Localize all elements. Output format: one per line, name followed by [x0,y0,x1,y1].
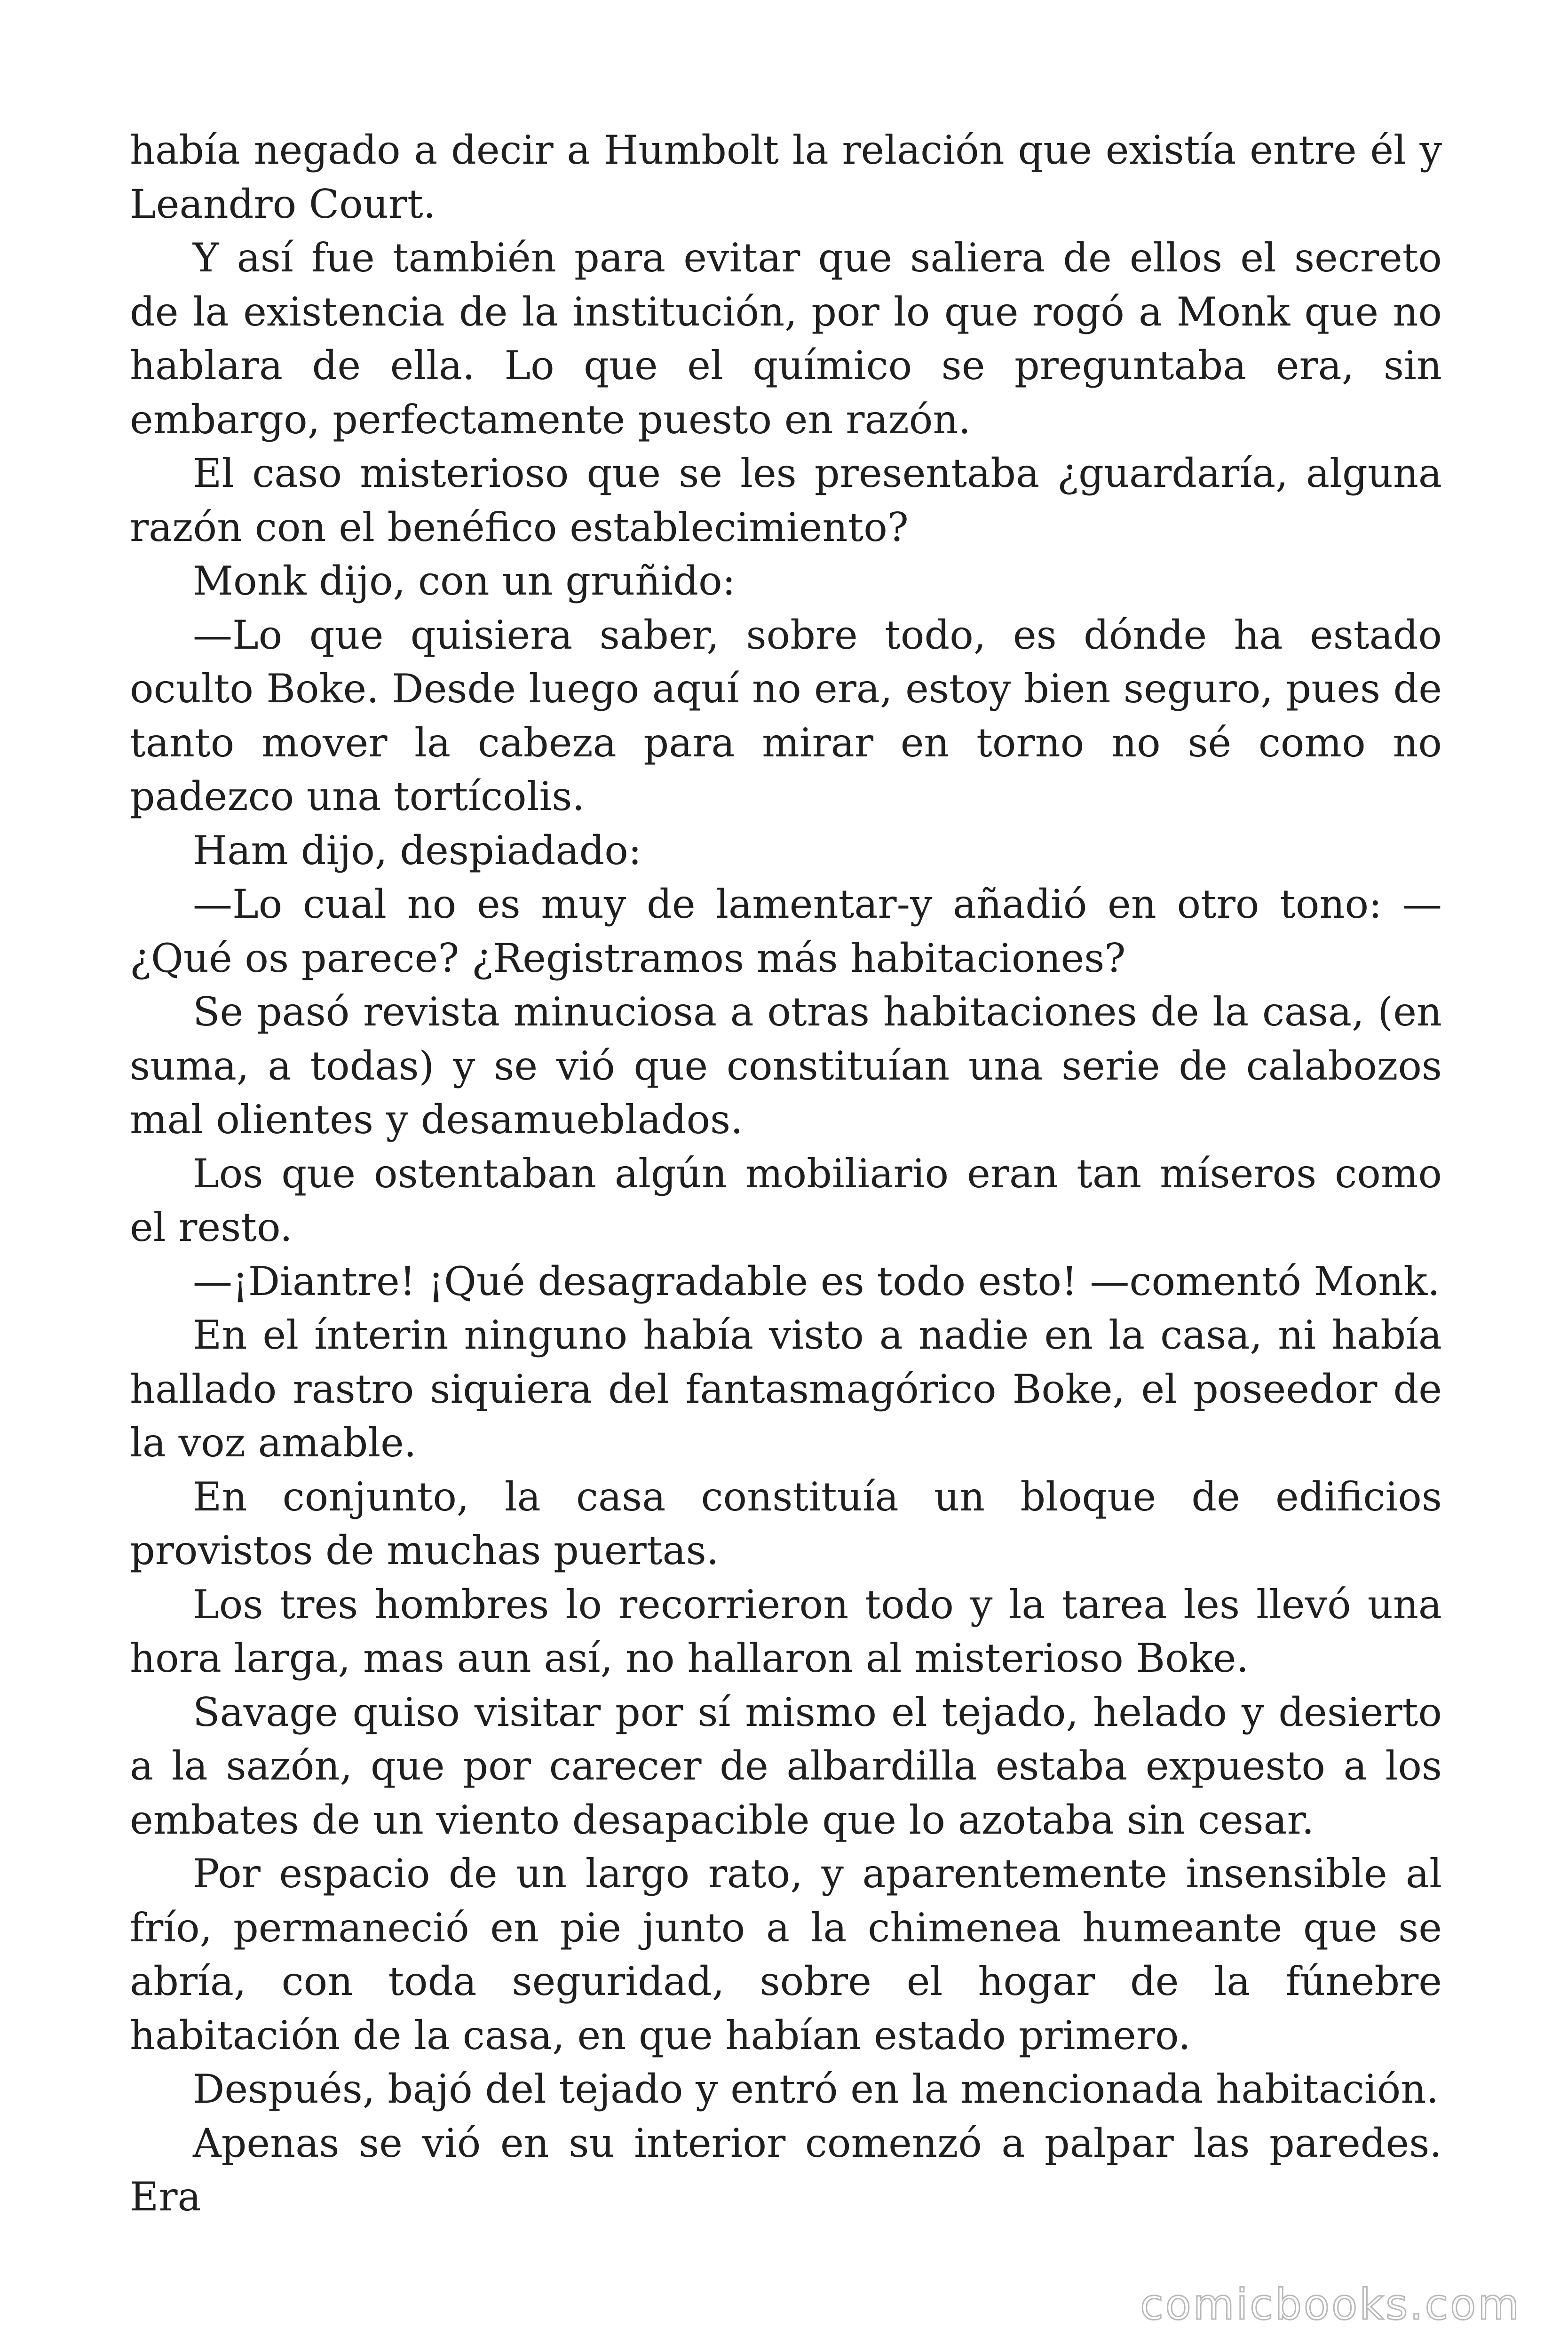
paragraph: Después, bajó del tejado y entró en la mencionada habitación. [193,2066,1439,2112]
paragraph: Savage quiso visitar por sí mismo el tejado, helado y desierto a la sazón, que por carecer de albardilla estaba expuesto a los embates de un viento desapacible que lo azotaba sin cesar. [130,1689,1442,1843]
paragraph: —¡Diantre! ¡Qué desagradable es todo esto! —comentó Monk. [193,1258,1440,1304]
paragraph: —Lo cual no es muy de lamentar-y añadió en otro tono: —¿Qué os parece? ¿Registramos más habitaciones? [130,881,1442,981]
paragraph: Los que ostentaban algún mobiliario eran tan míseros como el resto. [130,1150,1442,1250]
paragraph: En el ínterin ninguno había visto a nadie en la casa, ni había hallado rastro siquiera del fantasmagórico Boke, el poseedor de la voz amable. [130,1312,1442,1466]
watermark: comicbooks.com [1140,2280,1521,2329]
paragraph: Apenas se vió en su interior comenzó a palpar las paredes. Era [130,2120,1442,2220]
paragraph: —Lo que quisiera saber, sobre todo, es dónde ha estado oculto Boke. Desde luego aquí no era, estoy bien seguro, pues de tanto mover la cabeza para mirar en torno no sé como no padezco una tortícolis. [130,612,1442,819]
paragraph: Y así fue también para evitar que saliera de ellos el secreto de la existencia de la institución, por lo que rogó a Monk que no hablara de ella. Lo que el químico se preguntaba era, sin embargo, perfectamente puesto en razón. [130,235,1442,443]
paragraph: El caso misterioso que se les presentaba ¿guardaría, alguna razón con el benéfico establecimiento? [130,450,1442,550]
paragraph: Por espacio de un largo rato, y aparentemente insensible al frío, permaneció en pie junto a la chimenea humeante que se abría, con toda seguridad, sobre el hogar de la fúnebre habitación de la casa, en que habían estado primero. [130,1851,1442,2058]
paragraph: En conjunto, la casa constituía un bloque de edificios provistos de muchas puertas. [130,1473,1442,1573]
paragraph: Se pasó revista minuciosa a otras habitaciones de la casa, (en suma, a todas) y se vió que constituían una serie de calabozos mal olientes y desamueblados. [130,989,1442,1143]
paragraph: Los tres hombres lo recorrieron todo y la tarea les llevó una hora larga, mas aun así, no hallaron al misterioso Boke. [130,1581,1442,1681]
body-text [130,123,1442,2224]
paragraph: Monk dijo, con un gruñido: [193,558,736,604]
paragraph: Ham dijo, despiadado: [193,827,642,874]
paragraph: había negado a decir a Humbolt la relación que existía entre él y Leandro Court. [130,127,1442,227]
